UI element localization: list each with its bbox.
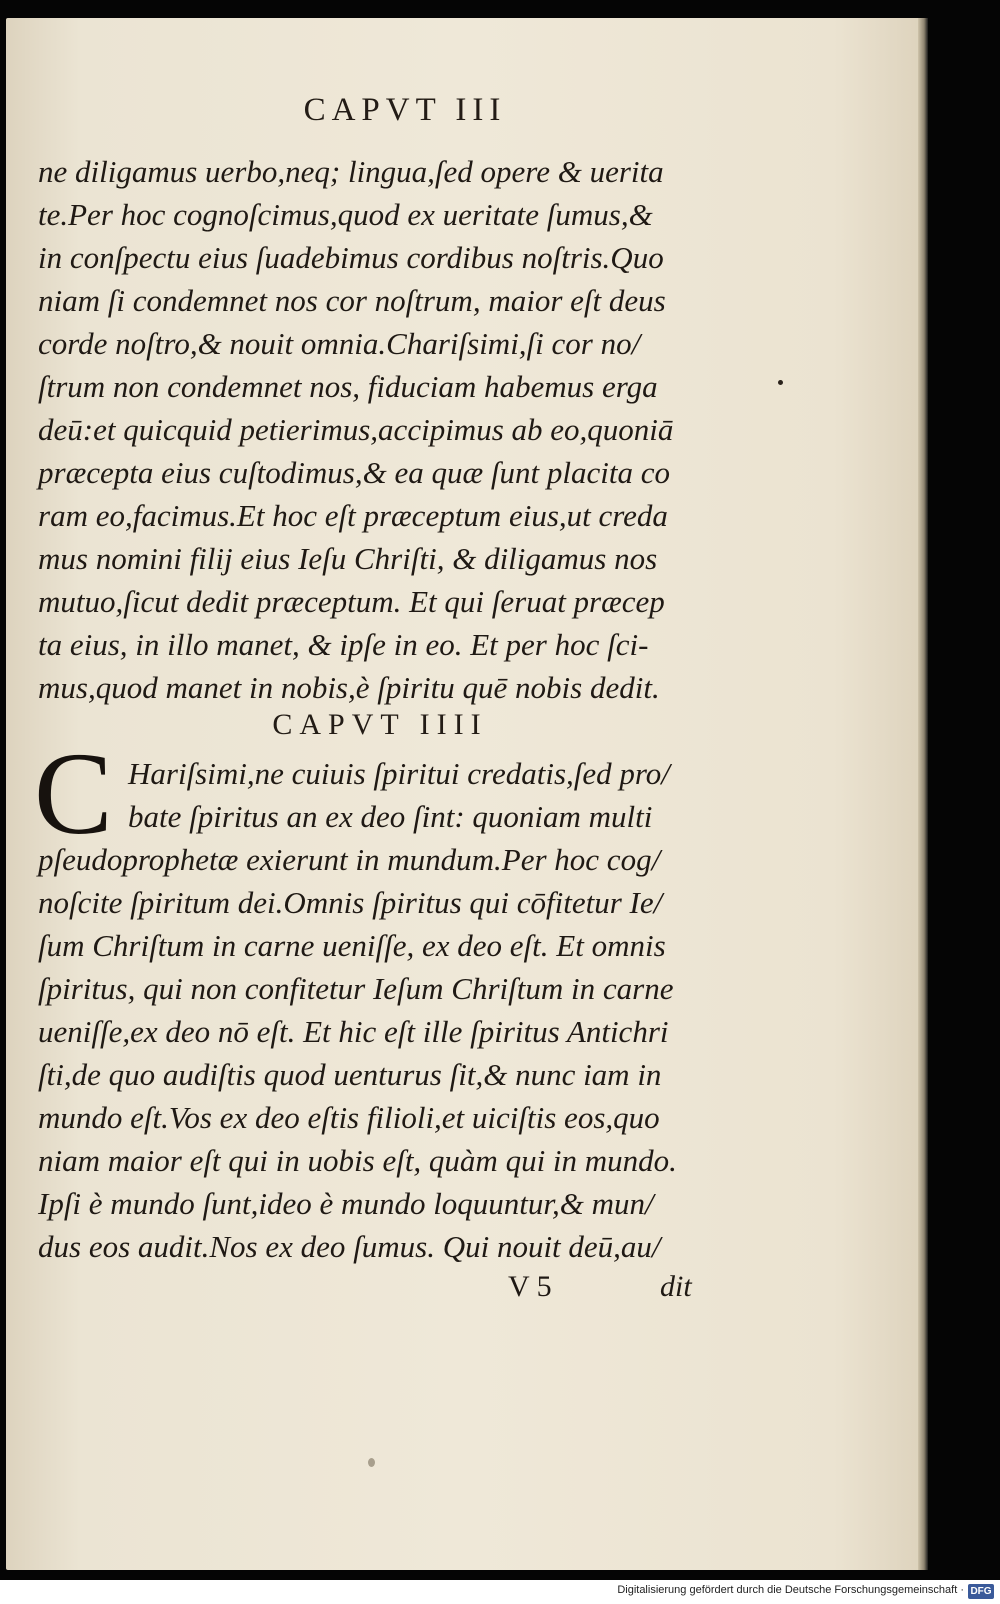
running-head: CAPVT III (303, 92, 507, 128)
text-line: ne diligamus uerbo,neq; lingua,ſed opere & uerita (38, 154, 664, 189)
text-line: noſcite ſpiritum dei.Omnis ſpiritus qui cōfitetur Ie/ (38, 885, 663, 920)
text-line: pſeudoprophetæ exierunt in mundum.Per hoc cog/ (38, 842, 661, 877)
chapter-4-text (38, 752, 718, 1268)
text-line: niam maior eſt qui in uobis eſt, quàm qui in mundo. (38, 1143, 677, 1178)
catchword: dit (660, 1270, 692, 1303)
text-line: præcepta eius cuſtodimus,& ea quæ ſunt placita co (38, 455, 670, 490)
dfg-logo-icon: DFG (968, 1584, 994, 1599)
page-edge (918, 18, 928, 1570)
text-line: deū:et quicquid petierimus,accipimus ab eo,quoniā (38, 412, 674, 447)
text-line: ueniſſe,ex deo nō eſt. Et hic eſt ille ſpiritus Antichri (38, 1014, 669, 1049)
text-line: corde noſtro,& nouit omnia.Chariſsimi,ſi cor no/ (38, 326, 641, 361)
text-line: ſti,de quo audiſtis quod uenturus ſit,& nunc iam in (38, 1057, 662, 1092)
text-line: mus nomini filij eius Ieſu Chriſti, & diligamus nos (38, 541, 658, 576)
text-line: mus,quod manet in nobis,è ſpiritu quē nobis dedit. (38, 670, 660, 705)
chapter-heading: CAPVT IIII (272, 708, 488, 741)
text-line: mundo eſt.Vos ex deo eſtis filioli,et uiciſtis eos,quo (38, 1100, 660, 1135)
footer-bar (0, 1580, 1000, 1604)
signature-line (38, 1270, 718, 1313)
funding-credit: Digitalisierung gefördert durch die Deutsche Forschungsgemeinschaft · (617, 1584, 964, 1596)
text-line: ſpiritus, qui non confitetur Ieſum Chriſtum in carne (38, 971, 674, 1006)
ink-dot (778, 380, 783, 385)
ink-smudge (368, 1458, 375, 1467)
chapter-3-text (38, 150, 718, 709)
signature-mark: V 5 (508, 1270, 552, 1303)
text-line: bate ſpiritus an ex deo ſint: quoniam multi (128, 799, 653, 834)
text-line: Ipſi è mundo ſunt,ideo è mundo loquuntur,& mun/ (38, 1186, 654, 1221)
text-line: ſum Chriſtum in carne ueniſſe, ex deo eſt. Et omnis (38, 928, 666, 963)
text-line: niam ſi condemnet nos cor noſtrum, maior eſt deus (38, 283, 666, 318)
text-line: mutuo,ſicut dedit præceptum. Et qui ſeruat præcep (38, 584, 665, 619)
text-line: Hariſsimi,ne cuiuis ſpiritui credatis,ſed pro/ (128, 756, 670, 791)
text-line: in conſpectu eius ſuadebimus cordibus noſtris.Quo (38, 240, 664, 275)
text-line: ſtrum non condemnet nos, fiduciam habemus erga (38, 369, 658, 404)
text-line: ta eius, in illo manet, & ipſe in eo. Et per hoc ſci- (38, 627, 649, 662)
text-line: dus eos audit.Nos ex deo ſumus. Qui nouit deū,au/ (38, 1229, 661, 1264)
text-line: te.Per hoc cognoſcimus,quod ex ueritate ſumus,& (38, 197, 653, 232)
text-line: ram eo,facimus.Et hoc eſt præceptum eius,ut creda (38, 498, 668, 533)
drop-cap: C (34, 728, 113, 859)
